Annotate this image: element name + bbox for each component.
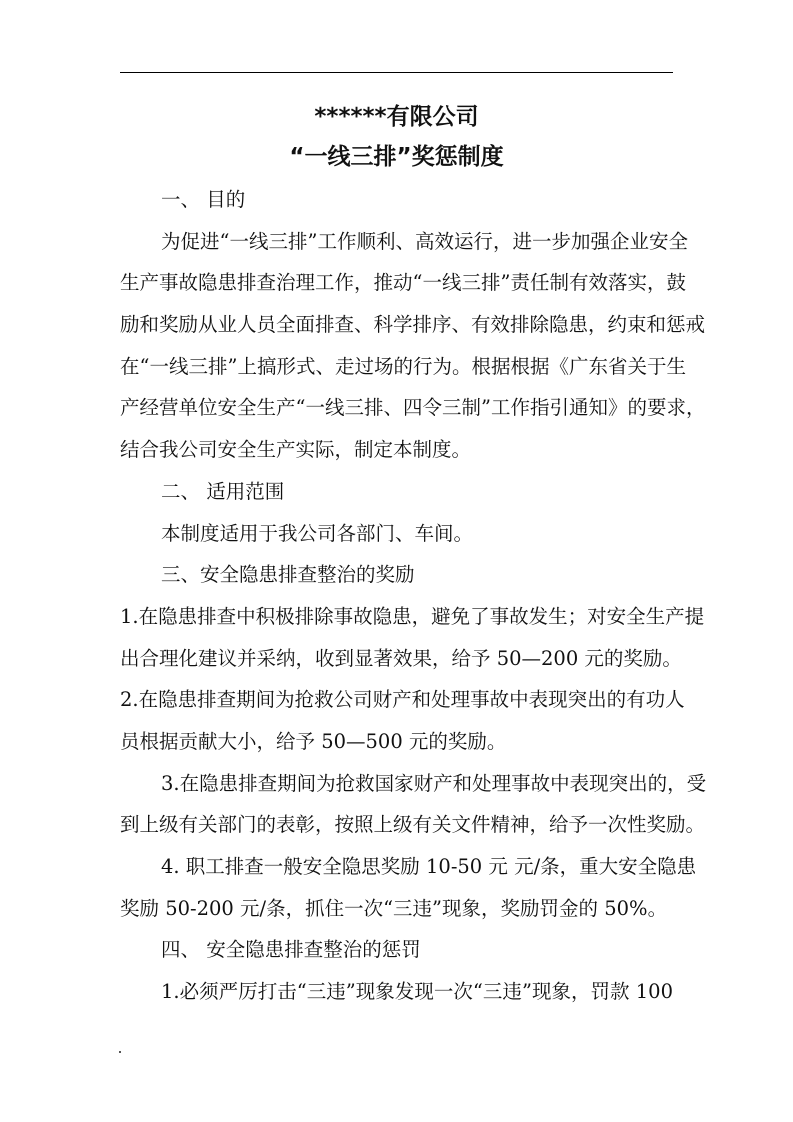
text-line: 3.在隐患排查期间为抢救国家财产和处理事故中表现突出的，受 — [161, 771, 707, 795]
document-title: “一线三排”奖惩制度 — [289, 144, 504, 170]
text-line: 四、 安全隐患排查整治的惩罚 — [161, 938, 421, 962]
text-line: 结合我公司安全生产实际，制定本制度。 — [120, 438, 472, 462]
text-line: 为促进“一线三排”工作顺利、高效运行，进一步加强企业安全 — [161, 229, 688, 253]
text-line: 一、 目的 — [161, 188, 246, 211]
text-line: 二、 适用范围 — [161, 479, 285, 503]
text-line: 产经营单位安全生产“一线三排、四令三制”工作指引通知》的要求， — [120, 396, 706, 420]
text-line: 在“一线三排”上搞形式、走过场的行为。根据根据《广东省关于生 — [120, 354, 686, 378]
text-line: 生产事故隐患排查治理工作，推动“一线三排”责任制有效落实，鼓 — [120, 271, 686, 295]
page-dot — [119, 1051, 121, 1053]
text-line: 4. 职工排查一般安全隐思奖励 10-50 元 元/条，重大安全隐患 — [161, 855, 697, 878]
text-line: 2.在隐患排查期间为抢救公司财产和处理事故中表现突出的有功人 — [120, 688, 685, 712]
text-line: 三、安全隐患排查整治的奖励 — [161, 563, 415, 587]
document-body — [120, 185, 707, 1019]
header-rule — [120, 72, 673, 73]
text-line: 到上级有关部门的表彰，按照上级有关文件精神，给予一次性奖励。 — [120, 813, 706, 837]
text-line: 出合理化建议并采纳，收到显著效果，给予 50—200 元的奖励。 — [120, 646, 682, 670]
text-line: 1.在隐患排查中积极排除事故隐患，避免了事故发生；对安全生产提 — [120, 604, 705, 628]
text-line: 奖励 50-200 元/条，抓住一次“三违”现象，奖励罚金的 50%。 — [120, 896, 668, 920]
text-line: 励和奖励从业人员全面排查、科学排序、有效排除隐患，约束和惩戒 — [120, 313, 706, 337]
text-line: 1.必须严厉打击“三违”现象发现一次“三违”现象，罚款 100 — [161, 980, 673, 1004]
text-line: 本制度适用于我公司各部门、车间。 — [161, 521, 474, 545]
company-title: ******有限公司 — [314, 104, 479, 130]
text-line: 员根据贡献大小，给予 50—500 元的奖励。 — [120, 729, 507, 753]
